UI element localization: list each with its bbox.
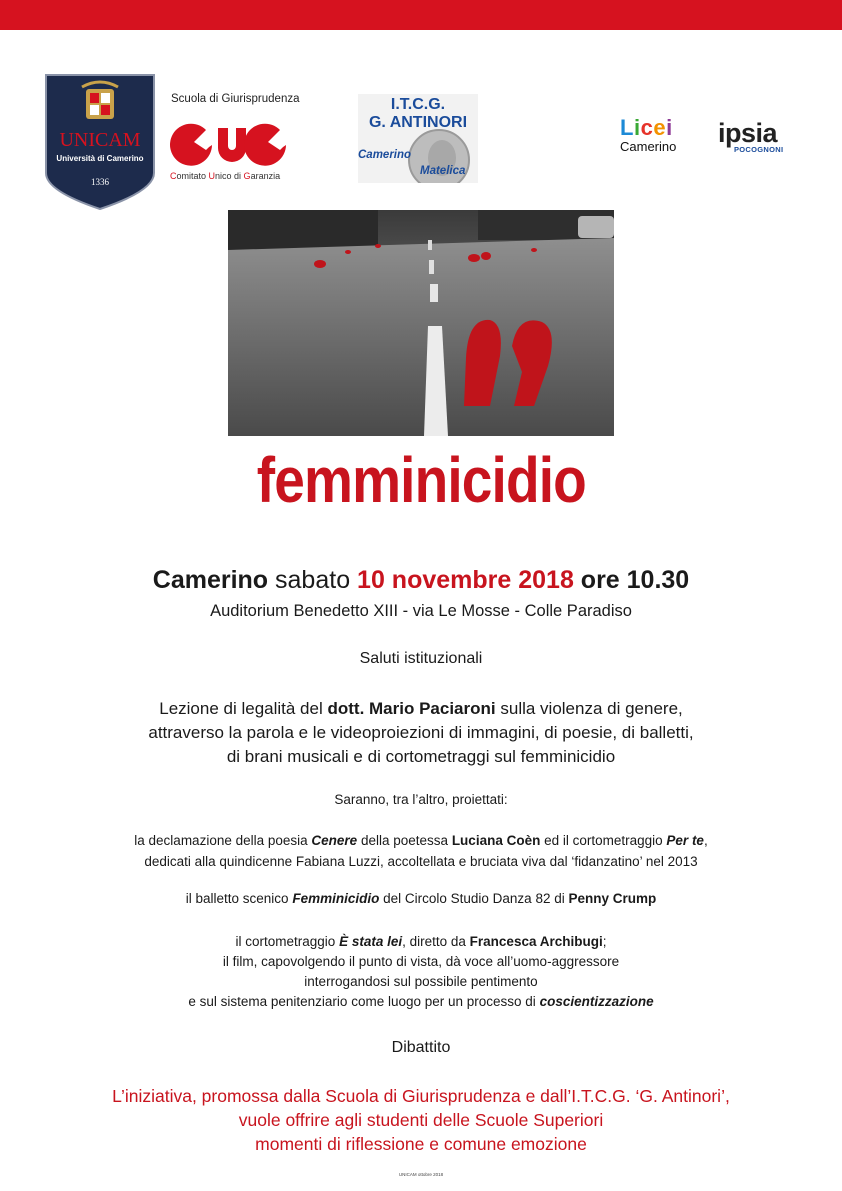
cug-caption: Comitato Unico di Garanzia: [170, 171, 281, 181]
dibattito-line: Dibattito: [391, 1039, 451, 1056]
itcg-city2: Matelica: [420, 165, 466, 177]
unicam-name: UNICAM: [59, 129, 141, 151]
lezione-block: Lezione di legalità del dott. Mario Paciaroni sulla violenza di genere, attraverso la parola e le videoproiezioni di immagini, di poesie, di balletti, di brani musicali e di cortometraggi sul femminicidio: [148, 699, 694, 766]
licei-letter: c: [640, 115, 654, 140]
saluti-line: Saluti istituzionali: [359, 650, 483, 667]
footer-note: UNICAM ottobre 2018: [398, 1172, 444, 1177]
itcg-line2: G. ANTINORI: [368, 114, 468, 131]
ipsia-sub: POCOGNONI: [734, 145, 784, 154]
licei-letter: e: [653, 115, 667, 140]
licei-letter: i: [633, 115, 641, 140]
scuola-label: Scuola di Giurisprudenza: [171, 93, 300, 105]
itcg-antinori-logo: [358, 94, 478, 183]
ipsia-logo: [718, 120, 806, 154]
licei-city: Camerino: [620, 139, 677, 154]
iniziativa-block: L’iniziativa, promossa dalla Scuola di Giurisprudenza e dall’I.T.C.G. ‘G. Antinori’, vuole offrire agli studenti delle Scuole Superiori momenti di riflessione e comune emozione: [112, 1086, 730, 1154]
itcg-city1: Camerino: [358, 149, 412, 161]
unicam-sub: Università di Camerino: [56, 154, 144, 163]
event-when: Camerino sabato 10 novembre 2018 ore 10.30: [152, 566, 690, 594]
itcg-line1: I.T.C.G.: [390, 96, 446, 113]
licei-logo: [620, 116, 690, 154]
licei-letter: i: [666, 115, 673, 140]
cug-logo: [170, 120, 288, 170]
red-shoes-photo: [228, 210, 614, 436]
program-item-balletto: il balletto scenico Femminicidio del Circolo Studio Danza 82 di Penny Crump: [185, 891, 657, 906]
page-title: femminicidio: [256, 444, 586, 516]
unicam-logo: [44, 73, 156, 211]
program-item-cortometraggio: il cortometraggio È stata lei, diretto da Francesca Archibugi; il film, capovolgendo il punto di vista, dà voce all’uomo-aggressore interrogandosi sul possibile pentimento e sul sistema penitenziario come luogo per un processo di coscientizzazione: [188, 934, 654, 1009]
licei-word: [620, 116, 690, 140]
licei-letter: L: [620, 115, 634, 140]
event-venue: Auditorium Benedetto XIII - via Le Mosse - Colle Paradiso: [210, 602, 632, 620]
top-red-bar: [0, 0, 842, 30]
ipsia-word: ipsia: [718, 118, 778, 148]
saranno-line: Saranno, tra l’altro, proiettati:: [334, 792, 508, 807]
program-item-poesia: la declamazione della poesia Cenere della poetessa Luciana Coèn ed il cortometraggio Per te, dedicati alla quindicenne Fabiana Luzzi, accoltellata e bruciata viva dal ‘fidanzatino’ nel 2013: [134, 833, 708, 869]
unicam-year: 1336: [91, 177, 109, 187]
